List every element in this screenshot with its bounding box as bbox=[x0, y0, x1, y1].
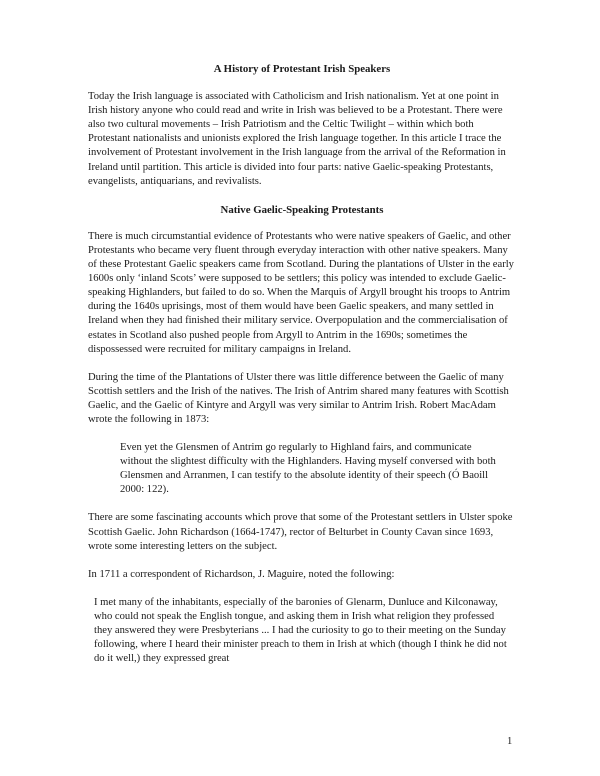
block-quote-maguire: I met many of the inhabitants, especially of the baronies of Glenarm, Dunluce and Kilconaway, who could not speak the English tongue, and asking them in Irish what religion they professed they answered they were Presbyterians ... I had the curiosity to go to their meeting on the Sunday following, where I heard their minister preach to them in Irish at which (though I think he did not do it well,) they expressed great bbox=[94, 596, 507, 665]
paragraph-1: There is much circumstantial evidence of Protestants who were native speakers of Gaelic, and other Protestants who became very fluent through everyday interaction with other native speakers. Many of these Protestant Gaelic speakers came from Scotland. During the plantations of Ulster in the early 1600s only ‘inland Scots’ were supposed to be settlers; this policy was intended to exclude Gaelic-speaking Highlanders, but failed to do so. When the Marquis of Argyll brought his troops to Antrim during the 1640s uprisings, most of them would have been Gaelic speakers, and many settled in Ireland when they had finished their military service. Overpopulation and the commercialisation of estates in Scotland also pushed people from Argyll to Antrim in the 1690s; sometimes the dispossessed were recruited for military campaigns in Ireland. bbox=[88, 230, 514, 355]
page-number: 1 bbox=[507, 736, 513, 747]
paragraph-3: There are some fascinating accounts which prove that some of the Protestant settlers in Ulster spoke Scottish Gaelic. John Richardson (1664-1747), rector of Belturbet in County Cavan since 1693, wrote some interesting letters on the subject. bbox=[88, 512, 513, 552]
page-body bbox=[88, 62, 516, 666]
paragraph-2: During the time of the Plantations of Ulster there was little difference between the Gaelic of many Scottish settlers and the Irish of the natives. The Irish of Antrim shared many features with Scottish Gaelic, and the Gaelic of Kintyre and Argyll was very similar to Antrim Irish. Robert MacAdam wrote the following in 1873: bbox=[88, 371, 509, 425]
intro-paragraph: Today the Irish language is associated with Catholicism and Irish nationalism. Yet at one point in Irish history anyone who could read and write in Irish was believed to be a Protestant. There were also two cultural movements – Irish Patriotism and the Celtic Twilight – within which both Protestant nationalists and unionists explored the Irish language together. In this article I trace the involvement of Protestant involvement in the Irish language from the arrival of the Reformation in Ireland until partition. This article is divided into four parts: native Gaelic-speaking Protestants, evangelists, antiquarians, and revivalists. bbox=[88, 91, 506, 187]
document-title: A History of Protestant Irish Speakers bbox=[213, 63, 391, 75]
block-quote-macadam: Even yet the Glensmen of Antrim go regularly to Highland fairs, and communicate without the slightest difficulty with the Highlanders. Having myself conversed with both Glensmen and Arranmen, I can testify to the absolute identity of their speech (Ó Baoill 2000: 122). bbox=[120, 442, 496, 496]
paragraph-4: In 1711 a correspondent of Richardson, J. Maguire, noted the following: bbox=[88, 568, 395, 580]
section-heading: Native Gaelic-Speaking Protestants bbox=[220, 203, 384, 216]
